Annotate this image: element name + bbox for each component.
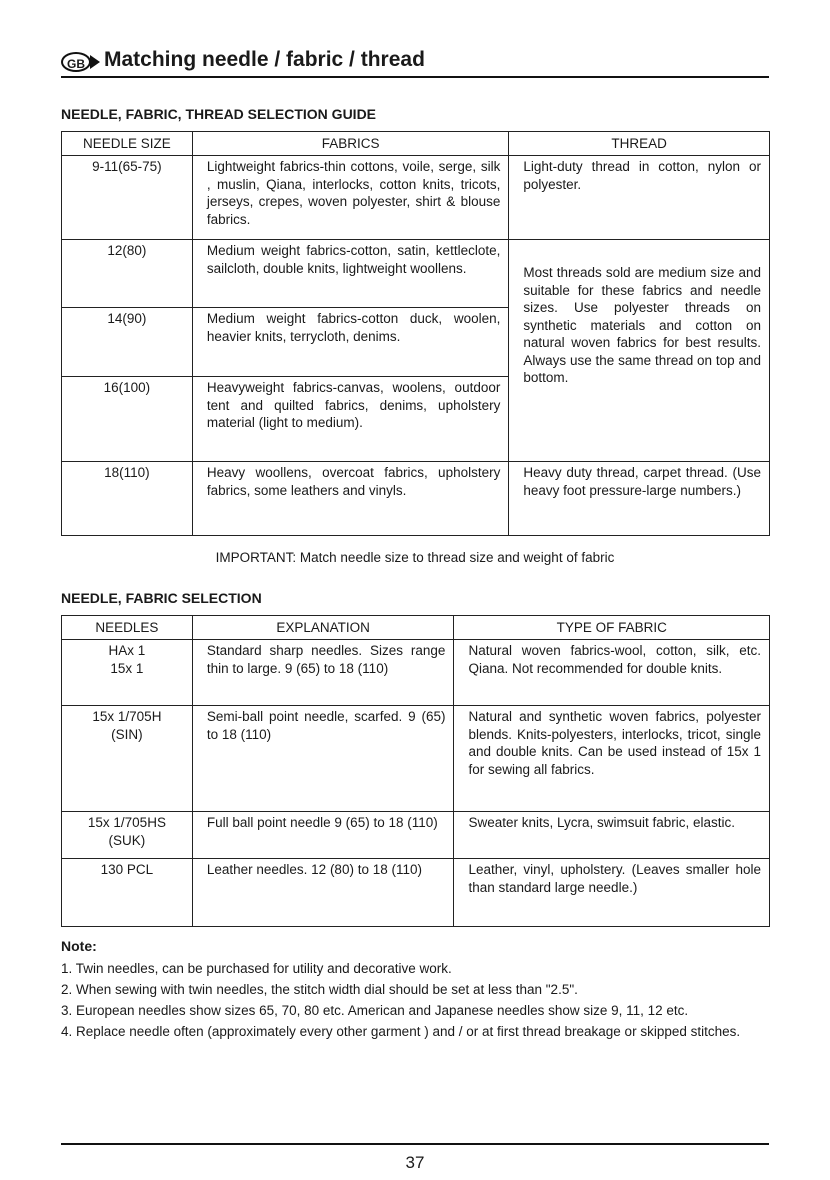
guide-fabrics-cell: Heavy woollens, overcoat fabrics, upholstery fabrics, some leathers and vinyls. (192, 462, 509, 536)
selection-fabric-cell: Leather, vinyl, upholstery. (Leaves smaller hole than standard large needle.) (454, 859, 770, 927)
selection-explanation-cell: Semi-ball point needle, scarfed. 9 (65) to 18 (110) (192, 706, 454, 812)
selection-fabric-cell: Natural and synthetic woven fabrics, polyester blends. Knits-polyesters, interlocks, tricot, single and double knits. Can be used instead of 15x 1 for sewing all fabrics. (454, 706, 770, 812)
guide-thread-cell: Light-duty thread in cotton, nylon or polyester. (509, 156, 770, 240)
guide-fabrics-cell: Medium weight fabrics-cotton, satin, kettleclote, sailcloth, double knits, lightweight woollens. (192, 240, 509, 308)
selection-explanation-cell: Full ball point needle 9 (65) to 18 (110) (192, 812, 454, 859)
selection-col-needles: NEEDLES (62, 616, 193, 640)
guide-size-cell: 18(110) (62, 462, 193, 536)
guide-fabrics-cell: Medium weight fabrics-cotton duck, woolen, heavier knits, terrycloth, denims. (192, 308, 509, 377)
arrow-icon (90, 55, 100, 69)
important-note: IMPORTANT: Match needle size to thread size and weight of fabric (215, 550, 615, 565)
selection-col-explanation: EXPLANATION (192, 616, 454, 640)
guide-size-cell: 9-11(65-75) (62, 156, 193, 240)
guide-heading: NEEDLE, FABRIC, THREAD SELECTION GUIDE (61, 106, 377, 122)
guide-col-needle-size: NEEDLE SIZE (62, 132, 193, 156)
selection-explanation-cell: Leather needles. 12 (80) to 18 (110) (192, 859, 454, 927)
gb-language-badge: GB (61, 52, 91, 72)
selection-needle-cell: 15x 1/705HS (SUK) (62, 812, 193, 859)
selection-needle-cell: 15x 1/705H (SIN) (62, 706, 193, 812)
guide-col-fabrics: FABRICS (192, 132, 509, 156)
footer-rule (61, 1143, 769, 1145)
guide-fabrics-cell: Lightweight fabrics-thin cottons, voile, serge, silk , muslin, Qiana, interlocks, cotton knits, tricots, jerseys, crepes, woven polyester, shirt & blouse fabrics. (192, 156, 509, 240)
page-title: Matching needle / fabric / thread (104, 48, 425, 71)
note-item: 4. Replace needle often (approximately every other garment ) and / or at first thread breakage or skipped stitches. (61, 1024, 741, 1039)
header-rule (61, 76, 769, 78)
guide-thread-cell: Most threads sold are medium size and suitable for these fabrics and needle sizes. Use polyester threads on synthetic materials and cotton on natural woven fabrics for best results. Always use the same thread on top and bottom. (509, 240, 770, 462)
guide-table (61, 131, 770, 536)
guide-fabrics-cell: Heavyweight fabrics-canvas, woolens, outdoor tent and quilted fabrics, denims, upholstery material (light to medium). (192, 377, 509, 462)
selection-needle-cell: HAx 1 15x 1 (62, 640, 193, 706)
note-label: Note: (61, 938, 97, 954)
page-number: 37 (405, 1153, 425, 1172)
selection-table (61, 615, 770, 927)
selection-explanation-cell: Standard sharp needles. Sizes range thin to large. 9 (65) to 18 (110) (192, 640, 454, 706)
selection-fabric-cell: Sweater knits, Lycra, swimsuit fabric, elastic. (454, 812, 770, 859)
note-item: 1. Twin needles, can be purchased for utility and decorative work. (61, 961, 452, 976)
guide-size-cell: 12(80) (62, 240, 193, 308)
notes-list (61, 960, 781, 1044)
note-item: 2. When sewing with twin needles, the stitch width dial should be set at less than "2.5". (61, 982, 578, 997)
guide-size-cell: 14(90) (62, 308, 193, 377)
selection-needle-cell: 130 PCL (62, 859, 193, 927)
guide-thread-cell: Heavy duty thread, carpet thread. (Use heavy foot pressure-large numbers.) (509, 462, 770, 536)
selection-fabric-cell: Natural woven fabrics-wool, cotton, silk, etc. Qiana. Not recommended for double knits. (454, 640, 770, 706)
guide-size-cell: 16(100) (62, 377, 193, 462)
guide-col-thread: THREAD (509, 132, 770, 156)
selection-col-fabric: TYPE OF FABRIC (454, 616, 770, 640)
selection-heading: NEEDLE, FABRIC SELECTION (61, 590, 262, 606)
note-item: 3. European needles show sizes 65, 70, 80 etc. American and Japanese needles show size 9, 11, 12 etc. (61, 1003, 689, 1018)
